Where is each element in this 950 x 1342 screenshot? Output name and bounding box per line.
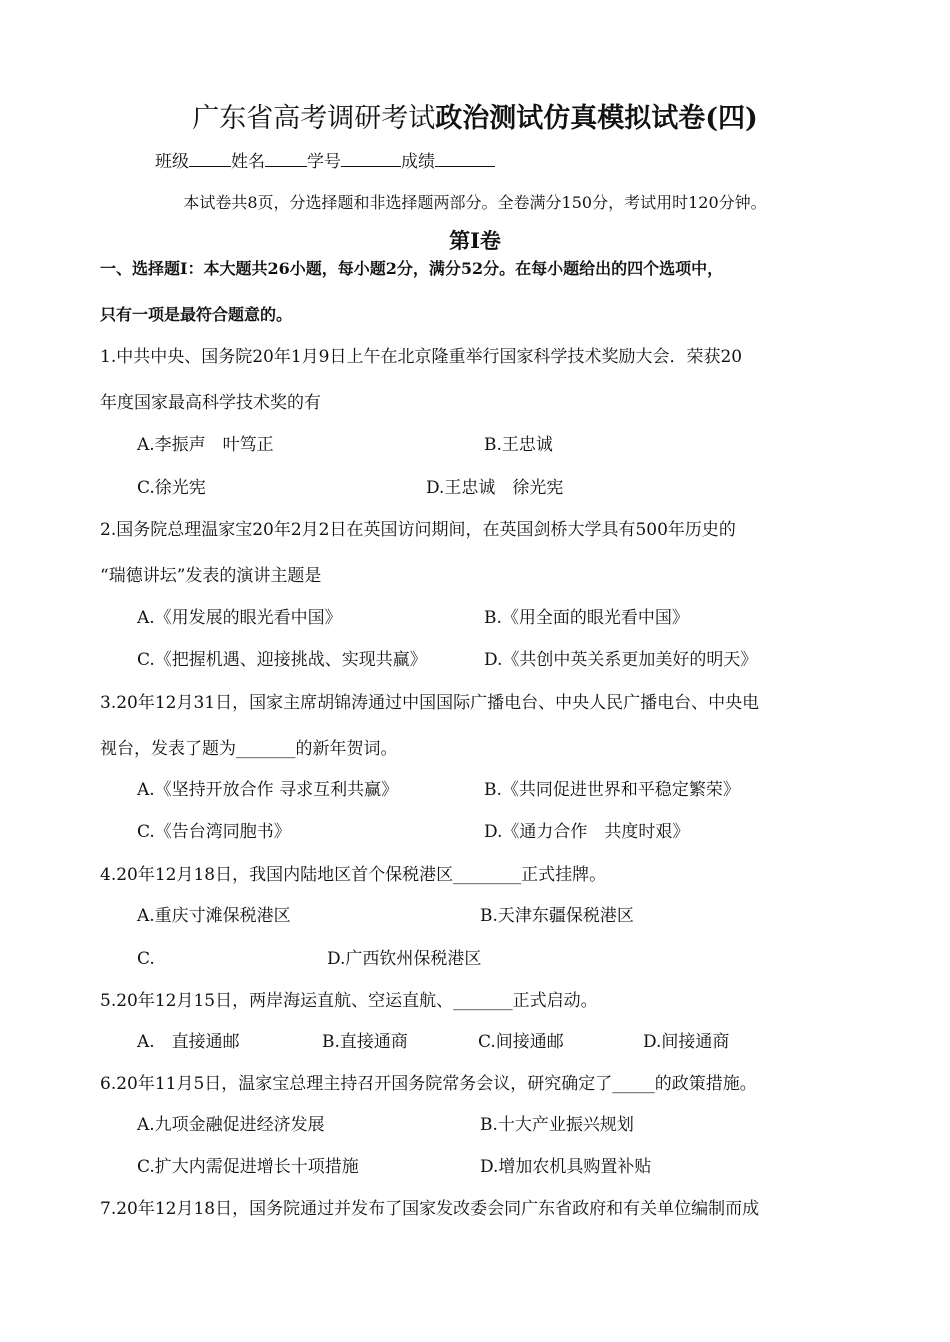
score-label: 成绩 <box>401 152 435 172</box>
question-2-option-d: D.《共创中英关系更加美好的明天》 <box>484 650 758 670</box>
exam-title-regular: 广东省高考调研考试 <box>192 103 436 134</box>
question-3-line-2: 视台，发表了题为_______的新年贺词。 <box>100 739 398 759</box>
question-1-line-1: 1.中共中央、国务院20年1月9日上午在北京隆重举行国家科学技术奖励大会．荣获20 <box>100 347 743 367</box>
question-2-option-b: B.《用全面的眼光看中国》 <box>484 608 689 628</box>
question-1-option-d: D.王忠诚 徐光宪 <box>426 478 564 498</box>
question-1-option-c: C.徐光宪 <box>137 478 206 498</box>
question-6-line-1: 6.20年11月5日，温家宝总理主持召开国务院常务会议，研究确定了_____的政策措施。 <box>100 1074 757 1094</box>
question-5-option-b: B.直接通商 <box>322 1032 408 1052</box>
score-blank[interactable] <box>435 148 495 167</box>
question-3-option-a: A.《坚持开放合作 寻求互利共赢》 <box>137 780 399 800</box>
question-4-option-a: A.重庆寸滩保税港区 <box>137 906 291 926</box>
question-5-option-a: A. 直接通邮 <box>137 1032 240 1052</box>
exam-title-bold: 政治测试仿真模拟试卷(四) <box>435 103 758 134</box>
id-blank[interactable] <box>341 148 401 167</box>
question-5-option-c: C.间接通邮 <box>478 1032 564 1052</box>
name-blank[interactable] <box>265 148 307 167</box>
question-4-option-d: D.广西钦州保税港区 <box>327 949 482 969</box>
question-4-option-b: B.天津东疆保税港区 <box>480 906 634 926</box>
volume-title: 第Ⅰ卷 <box>449 228 501 253</box>
question-4-line-1: 4.20年12月18日，我国内陆地区首个保税港区________正式挂牌。 <box>100 865 607 885</box>
question-6-option-a: A.九项金融促进经济发展 <box>137 1115 325 1135</box>
question-3-option-b: B.《共同促进世界和平稳定繁荣》 <box>484 780 740 800</box>
question-6-option-b: B.十大产业振兴规划 <box>480 1115 634 1135</box>
class-blank[interactable] <box>189 148 231 167</box>
question-7-line-1: 7.20年12月18日，国务院通过并发布了国家发改委会同广东省政府和有关单位编制而成 <box>100 1199 760 1219</box>
exam-title <box>0 100 950 138</box>
student-info-line <box>155 148 495 175</box>
question-6-option-c: C.扩大内需促进增长十项措施 <box>137 1157 359 1177</box>
question-5-line-1: 5.20年12月15日，两岸海运直航、空运直航、_______正式启动。 <box>100 991 598 1011</box>
id-label: 学号 <box>307 152 341 172</box>
question-4-option-c: C. <box>137 949 155 969</box>
question-2-line-2: “瑞德讲坛”发表的演讲主题是 <box>100 566 322 586</box>
class-label: 班级 <box>155 152 189 172</box>
question-1-line-2: 年度国家最高科学技术奖的有 <box>100 393 321 413</box>
question-3-option-d: D.《通力合作 共度时艰》 <box>484 822 690 842</box>
exam-intro: 本试卷共8页，分选择题和非选择题两部分。全卷满分150分，考试用时120分钟。 <box>183 193 767 212</box>
question-2-option-a: A.《用发展的眼光看中国》 <box>137 608 342 628</box>
section-instructions-line1: 一、选择题Ⅰ：本大题共26小题，每小题2分，满分52分。在每小题给出的四个选项中， <box>100 259 724 278</box>
section-instructions-line2: 只有一项是最符合题意的。 <box>100 305 293 324</box>
question-2-option-c: C.《把握机遇、迎接挑战、实现共赢》 <box>137 650 427 670</box>
question-1-option-b: B.王忠诚 <box>484 435 553 455</box>
question-6-option-d: D.增加农机具购置补贴 <box>480 1157 652 1177</box>
question-1-option-a: A.李振声 叶笃正 <box>137 435 274 455</box>
name-label: 姓名 <box>231 152 265 172</box>
question-3-option-c: C.《告台湾同胞书》 <box>137 822 291 842</box>
question-3-line-1: 3.20年12月31日，国家主席胡锦涛通过中国国际广播电台、中央人民广播电台、中央电 <box>100 693 760 713</box>
question-5-option-d: D.间接通商 <box>643 1032 730 1052</box>
question-2-line-1: 2.国务院总理温家宝20年2月2日在英国访问期间，在英国剑桥大学具有500年历史的 <box>100 520 736 540</box>
